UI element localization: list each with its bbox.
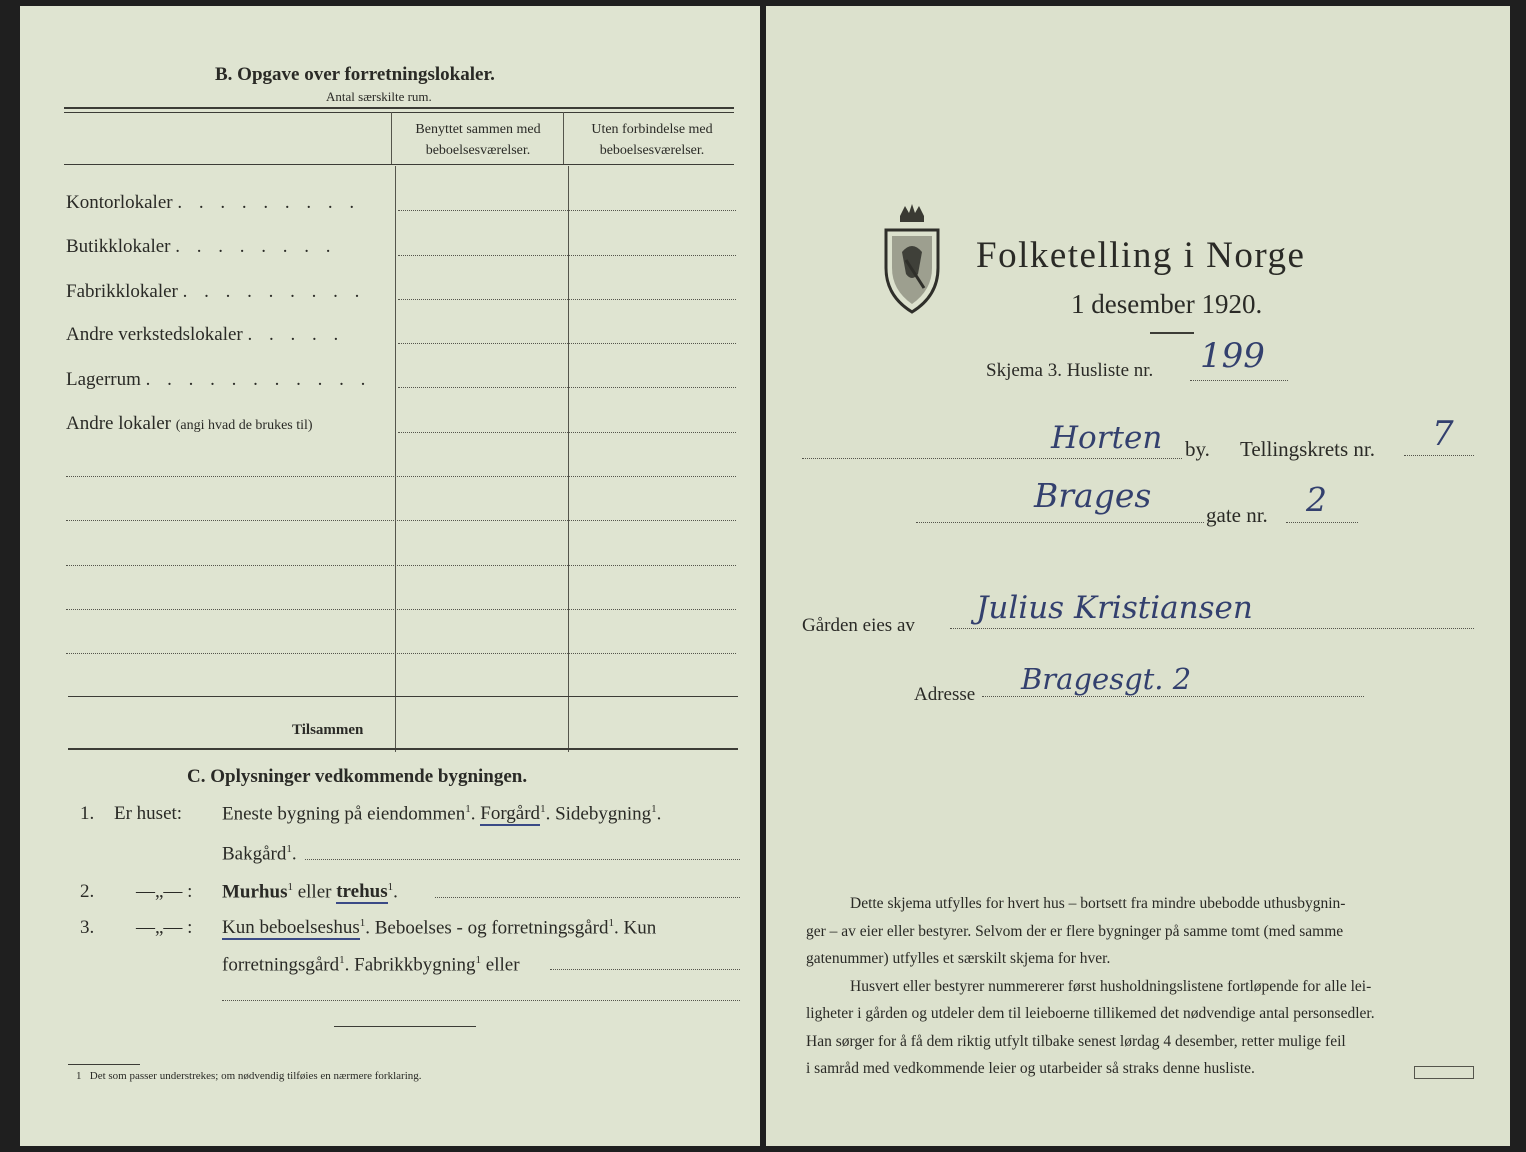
address-label: Adresse — [914, 684, 976, 705]
sup: 1 — [475, 954, 482, 966]
q3-options: Kun beboelseshus$^1$. Beboelses - og forretningsgård$^1$. Kun — [222, 917, 657, 939]
instruction-line: ger – av eier eller bestyrer. Selvom der er flere bygninger på samme tomt (med samme — [806, 922, 1344, 940]
answer-line — [222, 1000, 740, 1001]
owner-value: Julius Kristiansen — [976, 590, 1253, 626]
printer-stamp-icon — [1414, 1066, 1474, 1079]
skjema-label: Skjema 3. Husliste nr. — [986, 360, 1154, 381]
option-kun-beboelseshus: Kun beboelseshus — [222, 917, 360, 939]
option-forgard: Forgård — [480, 803, 541, 825]
instruction-line: gatenummer) utfylles et særskilt skjema for hver. — [806, 950, 1111, 967]
instruction-line: Han sørger for å få dem riktig utfylt tilbake senest lørdag 4 desember, retter mulige feil — [806, 1032, 1346, 1050]
left-page — [20, 6, 760, 1146]
row-fabrikklokaler — [66, 281, 365, 303]
column-header-separate-line2: beboelsesværelser. — [599, 143, 705, 158]
document-title: Folketelling i Norge — [976, 235, 1306, 276]
option-bakgard: Bakgård — [222, 843, 287, 865]
coat-of-arms-icon — [878, 202, 946, 316]
q1-options: Eneste bygning på eiendommen$^1$. Forgård$^1$. Sidebygning$^1$. — [222, 803, 662, 825]
sup: 1 — [540, 803, 546, 815]
row-verkstedslokaler — [66, 324, 344, 346]
row-dots: . . . . . — [247, 324, 345, 345]
separator-rule — [334, 1026, 476, 1027]
address-value: Bragesgt. 2 — [1021, 662, 1192, 696]
by-value: Horten — [1051, 420, 1163, 456]
row-note: (angi hvad de brukes til) — [175, 418, 313, 433]
krets-label: Tellingskrets nr. — [1240, 437, 1376, 461]
row-label: Andre lokaler — [66, 413, 171, 434]
krets-line — [1404, 455, 1474, 456]
row-dots: . . . . . . . . . — [177, 192, 361, 213]
q1-lead: Er huset: — [114, 803, 183, 824]
total-top-rule — [68, 696, 738, 697]
sup: 1 — [286, 843, 292, 855]
owner-label: Gården eies av — [802, 615, 915, 636]
q2-number: 2. — [80, 881, 95, 902]
gate-number: 2 — [1306, 480, 1327, 519]
husliste-line — [1190, 380, 1288, 381]
row-line — [398, 299, 736, 300]
instruction-line: ligheter i gården og utdeler dem til leieboerne tillikemed det nødvendige antal personsedler. — [806, 1005, 1375, 1022]
gate-line — [916, 522, 1204, 523]
row-butikklokaler — [66, 236, 336, 258]
by-line — [802, 458, 1182, 459]
row-dots: . . . . . . . . — [175, 236, 337, 257]
column-header-shared-line2: beboelsesværelser. — [425, 143, 531, 158]
q2-eller: eller — [297, 881, 332, 903]
address-line — [982, 696, 1364, 697]
gate-name: Brages — [1034, 476, 1152, 515]
column-header-shared-line1: Benyttet sammen med — [415, 122, 541, 137]
q1-number: 1. — [80, 803, 95, 824]
row-line — [398, 432, 736, 433]
row-line — [398, 343, 736, 344]
table-top-rule — [64, 107, 734, 109]
husliste-number: 199 — [1200, 336, 1265, 376]
krets-value: 7 — [1432, 414, 1454, 454]
row-line — [66, 609, 736, 610]
row-line — [398, 387, 736, 388]
row-lagerrum — [66, 369, 371, 391]
date-rule — [1150, 332, 1194, 334]
column-divider-2 — [568, 166, 569, 752]
row-line — [66, 476, 736, 477]
sup: 1 — [465, 803, 471, 815]
column-header-separate-line1: Uten forbindelse med — [591, 122, 713, 137]
column-header-shared — [394, 119, 562, 161]
total-label: Tilsammen — [292, 722, 364, 738]
section-c-title: C. Oplysninger vedkommende bygningen. — [187, 766, 528, 787]
row-dots: . . . . . . . . . . . — [145, 369, 372, 390]
right-page — [766, 6, 1510, 1146]
q3-ditto: —„— : — [136, 917, 193, 938]
option-kun: Kun — [623, 917, 657, 939]
document-date: 1 desember 1920. — [1071, 289, 1263, 319]
sup: 1 — [339, 954, 345, 966]
footnote-mark: 1 — [76, 1070, 82, 1082]
row-label: Andre verkstedslokaler — [66, 324, 243, 345]
table-bottom-rule — [68, 748, 738, 750]
footnote-rule — [68, 1064, 140, 1065]
row-line — [398, 210, 736, 211]
row-label: Kontorlokaler — [66, 192, 173, 213]
row-line — [66, 653, 736, 654]
row-andre-lokaler — [66, 413, 313, 435]
row-line — [398, 255, 736, 256]
option-sidebygning: Sidebygning — [555, 803, 652, 825]
option-trehus: trehus — [336, 881, 388, 903]
section-b-subtitle: Antal særskilte rum. — [326, 89, 432, 104]
header-divider-1 — [391, 112, 392, 164]
q3-options-2: forretningsgård$^1$. Fabrikkbygning$^1$ eller — [222, 954, 520, 976]
option-eneste: Eneste bygning på eiendommen — [222, 803, 466, 825]
option-forretningsgard: forretningsgård — [222, 954, 340, 976]
row-label: Lagerrum — [66, 369, 141, 390]
sup: 1 — [359, 917, 366, 929]
by-label: by. — [1185, 437, 1210, 461]
gate-label: gate nr. — [1206, 503, 1268, 527]
q3-number: 3. — [80, 917, 95, 938]
header-bottom-rule — [64, 164, 734, 165]
answer-line — [305, 859, 740, 860]
table-top-rule-2 — [64, 112, 734, 113]
option-murhus: Murhus — [222, 881, 288, 903]
column-header-separate — [566, 119, 738, 161]
sup: 1 — [608, 917, 614, 929]
instruction-line: Husvert eller bestyrer nummererer først husholdningslistene fortløpende for alle lei- — [850, 977, 1372, 995]
option-beboelses-forretning: Beboelses - og forretningsgård — [374, 917, 609, 939]
footnote-text: Det som passer understrekes; om nødvendig tilføies en nærmere forklaring. — [89, 1070, 422, 1082]
row-line — [66, 520, 736, 521]
gate-nr-line — [1286, 522, 1358, 523]
answer-line — [435, 897, 740, 898]
instruction-line: i samråd med vedkommende leier og utarbeider så straks denne husliste. — [806, 1060, 1255, 1077]
header-divider-2 — [563, 112, 564, 164]
answer-line — [550, 969, 740, 970]
q1-bakgard: Bakgård$^1$. — [222, 843, 297, 865]
sup: 1 — [287, 881, 293, 893]
row-kontorlokaler — [66, 192, 360, 214]
column-divider-1 — [395, 166, 396, 752]
option-fabrikkbygning: Fabrikkbygning — [354, 954, 476, 976]
sup: 1 — [387, 881, 394, 893]
sup: 1 — [651, 803, 657, 815]
q2-ditto: —„— : — [136, 881, 193, 902]
row-label: Fabrikklokaler — [66, 281, 178, 302]
instructions — [806, 890, 1480, 1083]
row-dots: . . . . . . . . . — [182, 281, 366, 302]
q3-eller: eller — [485, 954, 520, 976]
row-label: Butikklokaler — [66, 236, 171, 257]
footnote — [76, 1070, 422, 1082]
q2-options: Murhus$^1$ eller trehus$^1$. — [222, 881, 398, 903]
section-b-title: B. Opgave over forretningslokaler. — [215, 64, 495, 85]
owner-line — [950, 628, 1474, 629]
instruction-line: Dette skjema utfylles for hvert hus – bortsett fra mindre ubebodde uthusbygnin- — [850, 895, 1346, 912]
row-line — [66, 565, 736, 566]
